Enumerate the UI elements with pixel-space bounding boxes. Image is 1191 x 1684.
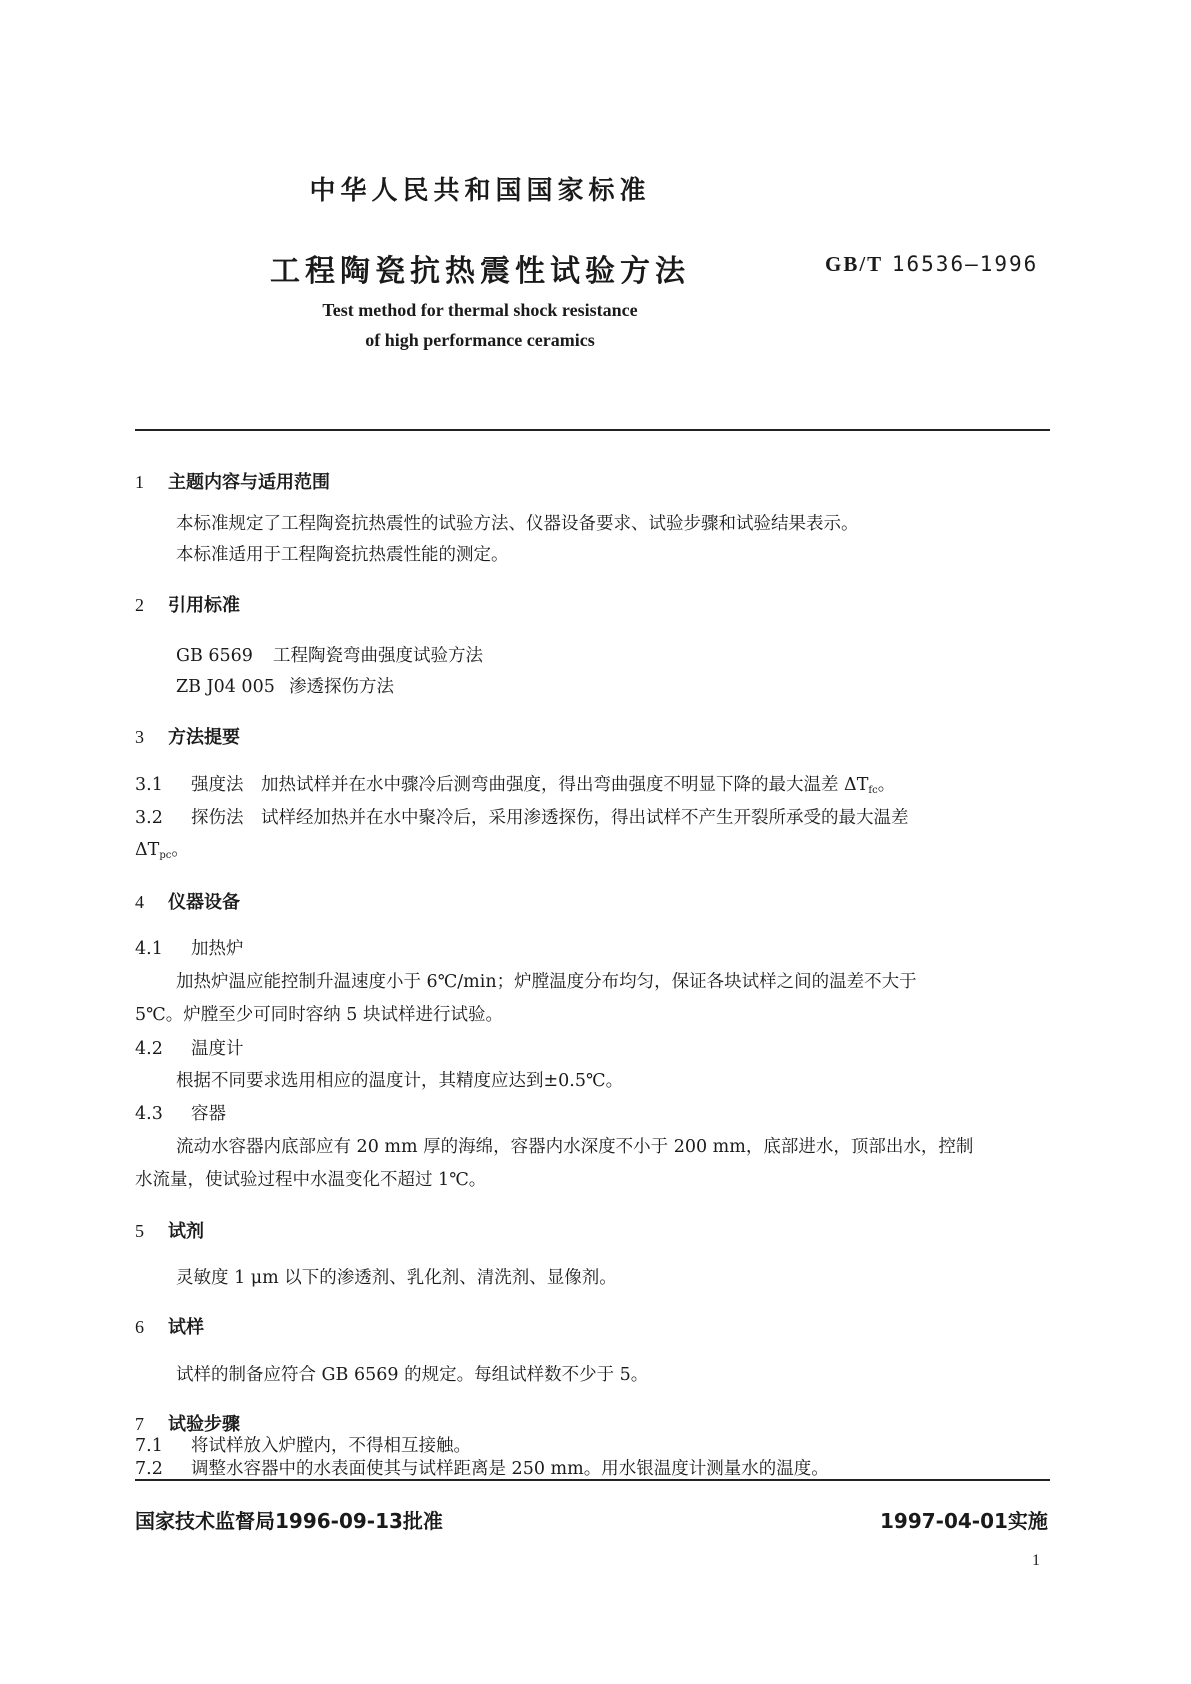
section-6-heading: 6 试样 (135, 1317, 204, 1338)
clause-4-3-paragraph-1: 流动水容器内底部应有 20 mm 厚的海绵，容器内水深度不小于 200 mm，底部进水，顶部出水，控制 (176, 1137, 974, 1157)
section-5-heading: 5 试剂 (135, 1221, 204, 1242)
clause-4-2-paragraph: 根据不同要求选用相应的温度计，其精度应达到±0.5℃。 (176, 1071, 624, 1091)
clause-3-2: 3.2 探伤法 试样经加热并在水中聚冷后，采用渗透探伤，得出试样不产生开裂所承受的最大温差 (135, 808, 909, 828)
clause-4-1-paragraph-1: 加热炉温应能控制升温速度小于 6℃/min；炉膛温度分布均匀，保证各块试样之间的温差不大于 (176, 972, 917, 992)
clause-4-3-heading: 4.3 容器 (135, 1104, 226, 1124)
footer-divider (135, 1479, 1050, 1481)
clause-7-2: 7.2 调整水容器中的水表面使其与试样距离是 250 mm。用水银温度计测量水的温度。 (135, 1459, 829, 1479)
clause-7-1: 7.1 将试样放入炉膛内，不得相互接触。 (135, 1436, 471, 1456)
section-1-heading: 1 主题内容与适用范围 (135, 472, 330, 493)
clause-4-1-paragraph-2: 5℃。炉膛至少可同时容纳 5 块试样进行试验。 (135, 1005, 503, 1025)
standard-title-cn: 工程陶瓷抗热震性试验方法 (270, 254, 690, 289)
clause-3-1: 3.1 强度法 加热试样并在水中骤冷后测弯曲强度，得出弯曲强度不明显下降的最大温差 $\Delta T_{fc}$。 (135, 775, 896, 796)
section-2-heading: 2 引用标准 (135, 595, 240, 616)
section-1-paragraph-1: 本标准规定了工程陶瓷抗热震性的试验方法、仪器设备要求、试验步骤和试验结果表示。 (176, 514, 859, 534)
page-number: 1 (1032, 1552, 1040, 1569)
clause-3-2-continued: $\Delta T_{pc}$。 (135, 840, 189, 861)
clause-4-3-paragraph-2: 水流量，使试验过程中水温变化不超过 1℃。 (135, 1170, 487, 1190)
effective-date: 1997-04-01实施 (880, 1509, 1048, 1533)
standard-title-en-line2: of high performance ceramics (365, 330, 595, 350)
section-1-paragraph-2: 本标准适用于工程陶瓷抗热震性能的测定。 (176, 545, 509, 565)
standard-code-prefix: GB/T (825, 252, 884, 276)
header-divider (135, 429, 1050, 431)
clause-4-2-heading: 4.2 温度计 (135, 1039, 244, 1059)
standard-title-en-line1: Test method for thermal shock resistance (322, 300, 638, 320)
clause-4-1-heading: 4.1 加热炉 (135, 939, 244, 959)
reference-1-title: 工程陶瓷弯曲强度试验方法 (273, 646, 483, 666)
national-standard-heading: 中华人民共和国国家标准 (309, 176, 651, 206)
reference-2-code: ZB J04 005 (176, 677, 275, 697)
section-7-heading: 7 试验步骤 (135, 1414, 240, 1435)
approval-date: 国家技术监督局1996-09-13批准 (135, 1509, 443, 1533)
section-6-paragraph: 试样的制备应符合 GB 6569 的规定。每组试样数不少于 5。 (176, 1365, 649, 1385)
standard-code (825, 252, 1038, 277)
reference-2-title: 渗透探伤方法 (289, 677, 394, 697)
reference-1-code: GB 6569 (176, 646, 253, 666)
standard-code-number: 16536—1996 (891, 252, 1039, 276)
section-4-heading: 4 仪器设备 (135, 892, 240, 913)
reference-1 (176, 642, 483, 667)
reference-2 (176, 673, 394, 698)
section-3-heading: 3 方法提要 (135, 727, 240, 748)
section-5-paragraph: 灵敏度 1 μm 以下的渗透剂、乳化剂、清洗剂、显像剂。 (176, 1268, 617, 1288)
